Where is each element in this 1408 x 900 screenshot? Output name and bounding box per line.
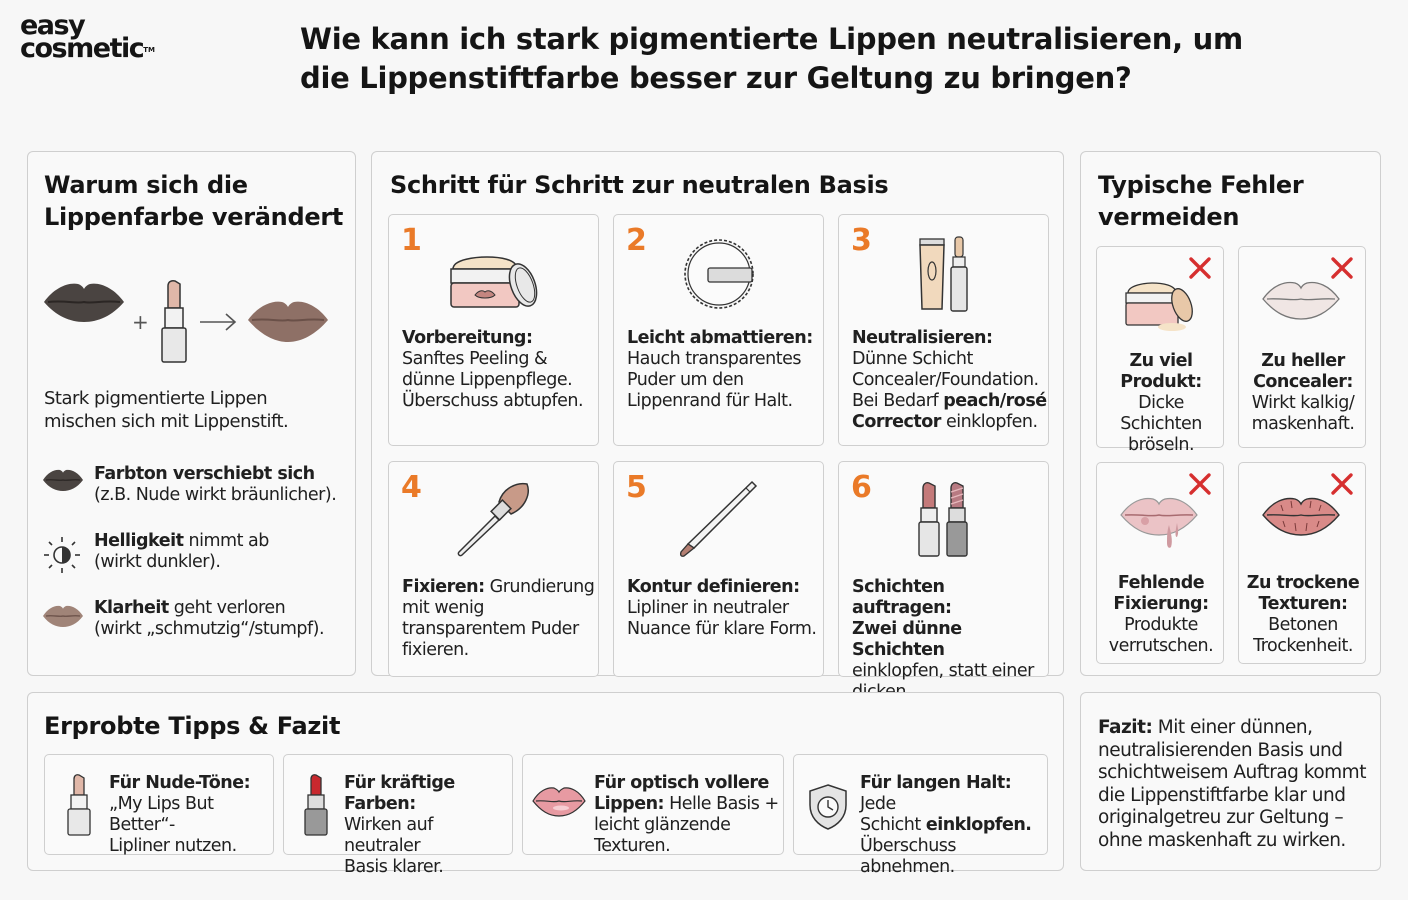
conclusion-line-5: originalgetreu zur Geltung – [1098, 807, 1344, 828]
tip-4-line-2a: Schicht [860, 815, 926, 835]
why-item-2 [94, 531, 269, 573]
conclusion-bold: Fazit: [1098, 717, 1153, 738]
step-5-title: Kontur definieren: [627, 577, 800, 597]
steps-heading: Schritt für Schritt zur neutralen Basis [390, 171, 889, 199]
step-3-text [852, 328, 1047, 433]
conclusion-line-1: Mit einer dünnen, [1152, 717, 1313, 738]
mistakes-heading-line-2: vermeiden [1098, 203, 1240, 231]
mistake-card-4 [1238, 462, 1366, 664]
mistake-1-title-1: Zu viel [1129, 351, 1193, 371]
step-number-2: 2 [626, 223, 647, 258]
step-number-3: 3 [851, 223, 872, 258]
why-heading-line-2: Lippenfarbe verändert [44, 203, 344, 231]
cross-icon [1187, 471, 1213, 497]
step-card-6 [838, 461, 1049, 681]
step-card-4 [388, 461, 599, 677]
why-item-2-line-2: (wirkt dunkler). [94, 552, 221, 572]
mistake-3-title-2: Fixierung: [1113, 594, 1209, 614]
conclusion-line-2: neutralisierenden Basis und [1098, 739, 1343, 761]
step-6-line-1: Zwei dünne Schichten [852, 619, 962, 660]
nude-lipstick-icon [158, 278, 190, 366]
pink-lips-icon [531, 785, 587, 819]
step-3-line-2: Concealer/Foundation. [852, 370, 1039, 390]
step-3-line-4b: einklopfen. [940, 412, 1038, 432]
step-4-line-3: fixieren. [402, 640, 469, 660]
smudged-lips-icon [1119, 495, 1203, 551]
tip-3-line-3: leicht glänzende Texturen. [594, 815, 731, 856]
brand-line-1: easy [20, 10, 85, 41]
step-1-line-2: dünne Lippenpflege. [402, 370, 573, 390]
page-title-line-2: die Lippenstiftfarbe besser zur Geltung zu bringen? [300, 61, 1132, 95]
tip-card-3 [522, 754, 784, 855]
conclusion-line-4: die Lippenstiftfarbe klar und [1098, 784, 1346, 806]
step-1-text [402, 328, 583, 412]
cross-icon [1329, 471, 1355, 497]
lip-liner-pencil-icon [676, 478, 760, 560]
tip-3-bold-1: Für optisch vollere [594, 773, 769, 793]
dark-lips-icon [42, 280, 126, 324]
step-6-line-2: einklopfen, statt einer [852, 661, 1034, 681]
tip-4-bold: Für langen Halt: [860, 773, 1012, 793]
sun-half-icon [42, 535, 82, 575]
why-item-2-bold: Helligkeit [94, 531, 184, 551]
tip-1-bold: Für Nude-Töne: [109, 773, 251, 793]
why-item-3-rest: geht verloren [168, 598, 286, 618]
page-title [300, 20, 1300, 98]
step-4-line-2: transparentem Puder [402, 619, 579, 639]
mistake-2-title-1: Zu heller [1261, 351, 1345, 371]
why-item-1 [94, 464, 336, 506]
step-4-title: Fixieren: [402, 577, 485, 597]
tip-1-line-2: „My Lips But Better“- [109, 794, 214, 835]
why-item-1-line-2: (z.B. Nude wirkt bräunlicher). [94, 485, 337, 505]
page-title-line-1: Wie kann ich stark pigmentierte Lippen neutralisieren, um [300, 22, 1243, 56]
tip-card-1 [44, 754, 274, 855]
steps-panel [371, 151, 1064, 681]
step-3-line-3a: Bei Bedarf [852, 391, 944, 411]
step-2-line-3: Lippenrand für Halt. [627, 391, 793, 411]
step-number-6: 6 [851, 470, 872, 505]
red-lipstick-icon [302, 773, 330, 839]
tip-card-4 [793, 754, 1048, 877]
mistakes-panel [1080, 151, 1381, 676]
step-2-title: Leicht abmattieren: [627, 328, 813, 348]
step-4-line-1: mit wenig [402, 598, 484, 618]
step-6-title: Schichten auftragen: [852, 577, 952, 618]
tips-panel [27, 692, 1064, 877]
why-description-line-1: Stark pigmentierte Lippen [44, 388, 268, 409]
why-heading-line-1: Warum sich die [44, 171, 248, 199]
step-5-line-1: Lipliner in neutraler [627, 598, 789, 618]
mistake-3-title-1: Fehlende [1117, 573, 1205, 593]
why-item-3-bold: Klarheit [94, 598, 169, 618]
step-5-line-2: Nuance für klare Form. [627, 619, 817, 639]
step-6-text [852, 577, 1048, 703]
mistake-1-title-2: Produkt: [1120, 372, 1202, 392]
step-2-text [627, 328, 813, 412]
tip-3-text [594, 773, 783, 857]
small-mauve-lips-icon [42, 604, 84, 628]
mistakes-heading [1098, 169, 1303, 233]
step-2-line-1: Hauch transparentes [627, 349, 801, 369]
mistake-card-2 [1238, 246, 1366, 448]
tip-2-text [344, 773, 512, 878]
step-card-3 [838, 214, 1049, 446]
step-4-title-rest: Grundierung [484, 577, 595, 597]
tip-3-rest-2: Helle Basis + [664, 794, 779, 814]
step-3-line-1: Dünne Schicht [852, 349, 973, 369]
nude-lipstick-icon [65, 773, 93, 839]
conclusion-line-6: ohne maskenhaft zu wirken. [1098, 829, 1346, 851]
why-heading [44, 169, 343, 233]
mistake-3-desc-1: Produkte [1124, 615, 1198, 635]
mistake-2-desc-2: maskenhaft. [1251, 414, 1355, 434]
arrow-right-icon [198, 310, 238, 334]
why-item-3-line-2: (wirkt „schmutzig“/stumpf). [94, 619, 325, 639]
tip-3-bold-2: Lippen: [594, 794, 665, 814]
cross-icon [1329, 255, 1355, 281]
lip-balm-jar-icon [447, 247, 541, 315]
step-1-title: Vorbereitung: [402, 328, 533, 348]
conclusion-line-3: schichtweisem Auftrag kommt [1098, 762, 1366, 783]
mistake-4-desc-1: Betonen [1268, 615, 1338, 635]
step-number-1: 1 [401, 223, 422, 258]
concealer-icon [915, 235, 975, 315]
step-2-line-2: Puder um den [627, 370, 744, 390]
conclusion-text [1098, 717, 1366, 852]
mistake-2-title-2: Concealer: [1253, 372, 1353, 392]
step-4-text [402, 577, 594, 661]
small-dark-lips-icon [42, 468, 84, 492]
mistake-4-title-1: Zu trockene [1246, 573, 1360, 593]
mistake-4-text [1239, 573, 1367, 657]
step-3-title: Neutralisieren: [852, 328, 993, 348]
why-panel [27, 151, 356, 676]
shield-clock-icon [806, 783, 850, 831]
mistake-2-desc-1: Wirkt kalkig/ [1251, 393, 1355, 413]
why-item-1-bold: Farbton verschiebt sich [94, 464, 315, 484]
tip-4-text [860, 773, 1047, 878]
mistake-1-text [1097, 351, 1225, 456]
tip-card-2 [283, 754, 513, 877]
tip-4-line-2b: einklopfen. [925, 815, 1032, 835]
mistake-1-desc-2: bröseln. [1127, 435, 1195, 455]
mistake-2-text [1239, 351, 1367, 435]
brand-line-2: cosmetic [20, 33, 144, 64]
why-item-2-rest: nimmt ab [183, 531, 269, 551]
cracked-lips-icon [1261, 495, 1341, 541]
step-1-line-1: Sanftes Peeling & [402, 349, 548, 369]
mistakes-heading-line-1: Typische Fehler [1098, 171, 1304, 199]
powder-brush-icon [451, 478, 535, 560]
conclusion-panel [1080, 692, 1381, 871]
mistake-3-text [1097, 573, 1225, 657]
brand-tm: TM [143, 46, 155, 54]
powder-puff-icon [682, 237, 756, 311]
why-description-line-2: mischen sich mit Lippenstift. [44, 411, 289, 432]
why-item-3 [94, 598, 324, 640]
cream-jar-icon [1124, 277, 1196, 331]
brand-logo [20, 10, 190, 64]
step-number-5: 5 [626, 470, 647, 505]
mistake-card-3 [1096, 462, 1224, 664]
mistake-card-1 [1096, 246, 1224, 455]
step-5-text [627, 577, 816, 640]
tip-2-line-2: Wirken auf neutraler [344, 815, 433, 856]
tip-4-line-3: Überschuss abnehmen. [860, 836, 957, 877]
tip-1-text [109, 773, 273, 857]
tip-2-bold: Für kräftige Farben: [344, 773, 455, 814]
step-card-5 [613, 461, 824, 677]
pale-lips-icon [1261, 279, 1341, 321]
plus-sign: + [132, 310, 149, 334]
mistake-4-desc-2: Trockenheit. [1253, 636, 1353, 656]
step-card-2 [613, 214, 824, 446]
tip-1-line-3: Lipliner nutzen. [109, 836, 237, 856]
tips-heading: Erprobte Tipps & Fazit [44, 712, 341, 740]
mauve-lips-icon [246, 298, 330, 344]
tip-4-rest: Jede [860, 794, 896, 814]
step-1-line-3: Überschuss abtupfen. [402, 391, 584, 411]
why-description [44, 387, 288, 433]
step-3-line-3b: peach/rosé [943, 391, 1047, 411]
mistake-4-title-2: Texturen: [1258, 594, 1348, 614]
mistake-3-desc-2: verrutschen. [1108, 636, 1214, 656]
step-number-4: 4 [401, 470, 422, 505]
lipsticks-icon [915, 480, 975, 560]
step-card-1 [388, 214, 599, 446]
mistake-1-desc-1: Dicke Schichten [1120, 393, 1202, 434]
tip-2-line-3: Basis klarer. [344, 857, 444, 877]
step-3-line-4a: Corrector [852, 412, 941, 432]
